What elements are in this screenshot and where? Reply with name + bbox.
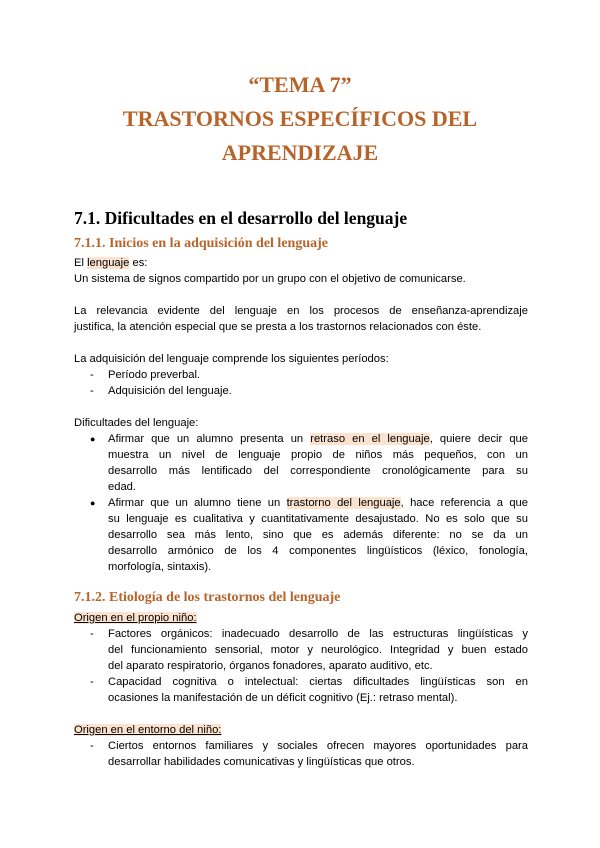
bullet-1-line-3: desarrollo más lentificado del correspondiente cronológicamente para su — [108, 465, 528, 477]
dash-icon: - — [90, 628, 94, 640]
bullet-icon: ● — [90, 498, 96, 508]
child-item-1-line-3: del aparato respiratorio, órganos fonadores, aparato auditivo, etc. — [108, 660, 433, 672]
definition-text: Un sistema de signos compartido por un grupo con el objetivo de comunicarse. — [74, 273, 466, 285]
bullet-1-line-2: muestra un nivel de lenguaje propio de niños más pequeños, con un — [108, 449, 528, 461]
bullet-2-line-2: su lenguaje es cualitativa y cuantitativamente desajustado. No es solo que su — [108, 513, 528, 525]
highlighted-term-trastorno: trastorno del lenguaje — [286, 497, 401, 509]
child-item-2-line-1: Capacidad cognitiva o intelectual: ciertas dificultades lingüísticas son en — [108, 676, 528, 688]
bullet-2-line-1 — [108, 495, 528, 511]
child-item-2-line-2: ocasiones la manifestación de un déficit cognitivo (Ej.: retraso mental). — [108, 692, 458, 704]
subsection-heading-1: 7.1.1. Inicios en la adquisición del lenguaje — [74, 236, 328, 251]
difficulties-intro: Dificultades del lenguaje: — [74, 417, 199, 429]
child-item-1-line-1: Factores orgánicos: inadecuado desarrollo de las estructuras lingüísticas y — [108, 628, 528, 640]
definition-suffix: es: — [129, 257, 148, 269]
definition-prefix: El — [74, 257, 88, 269]
bullet-icon: ● — [90, 434, 96, 444]
highlighted-term-lenguaje: lenguaje — [87, 257, 130, 269]
origin-env-label — [74, 722, 528, 738]
subsection-heading-2: 7.1.2. Etiología de los trastornos del lenguaje — [74, 590, 341, 605]
bullet-1-line-4: edad. — [108, 481, 136, 493]
child-item-1-line-2: del funcionamiento sensorial, motor y neurológico. Integridad y buen estado — [108, 644, 528, 656]
relevance-line-1: La relevancia evidente del lenguaje en los procesos de enseñanza-aprendizaje — [74, 305, 528, 317]
bullet-1-pre: Afirmar que un alumno presenta un — [108, 433, 311, 445]
dash-icon: - — [90, 369, 94, 381]
dash-icon: - — [90, 740, 94, 752]
period-item-1: Período preverbal. — [108, 369, 201, 381]
bullet-2-line-5: morfología, sintaxis). — [108, 561, 212, 573]
relevance-line-2: justifica, la atención especial que se presta a los trastornos relacionados con éste. — [74, 321, 482, 333]
bullet-1-line-1 — [108, 431, 528, 447]
origin-child-label — [74, 610, 528, 626]
period-item-2: Adquisición del lenguaje. — [108, 385, 232, 397]
origin-child-term: Origen en el propio niño: — [74, 612, 197, 624]
document-title-line-2: TRASTORNOS ESPECÍFICOS DEL — [122, 106, 478, 131]
highlighted-term-retraso: retraso en el lenguaje — [310, 433, 430, 445]
bullet-2-pre: Afirmar que un alumno tiene un — [108, 497, 287, 509]
bullet-2-line-4: desarrollo armónico de los 4 componentes lingüísticos (léxico, fonología, — [108, 545, 528, 557]
dash-icon: - — [90, 676, 94, 688]
document-title-line-1: “TEMA 7” — [248, 72, 352, 97]
env-item-1-line-1: Ciertos entornos familiares y sociales ofrecen mayores oportunidades para — [108, 740, 528, 752]
document-title-line-3: APRENDIZAJE — [221, 140, 379, 165]
bullet-2-line-3: desarrollo sea más lento, sino que es además diferente: no se da un — [108, 529, 528, 541]
bullet-1-post: , quiere decir que — [429, 433, 528, 445]
dash-icon: - — [90, 385, 94, 397]
bullet-2-post: , hace referencia a que — [400, 497, 528, 509]
periods-intro: La adquisición del lenguaje comprende los siguientes períodos: — [74, 353, 389, 365]
origin-env-term: Origen en el entorno del niño: — [74, 724, 222, 736]
definition-intro — [74, 255, 528, 271]
section-heading: 7.1. Dificultades en el desarrollo del lenguaje — [74, 208, 408, 228]
env-item-1-line-2: desarrollar habilidades comunicativas y lingüísticas que otros. — [108, 756, 415, 768]
